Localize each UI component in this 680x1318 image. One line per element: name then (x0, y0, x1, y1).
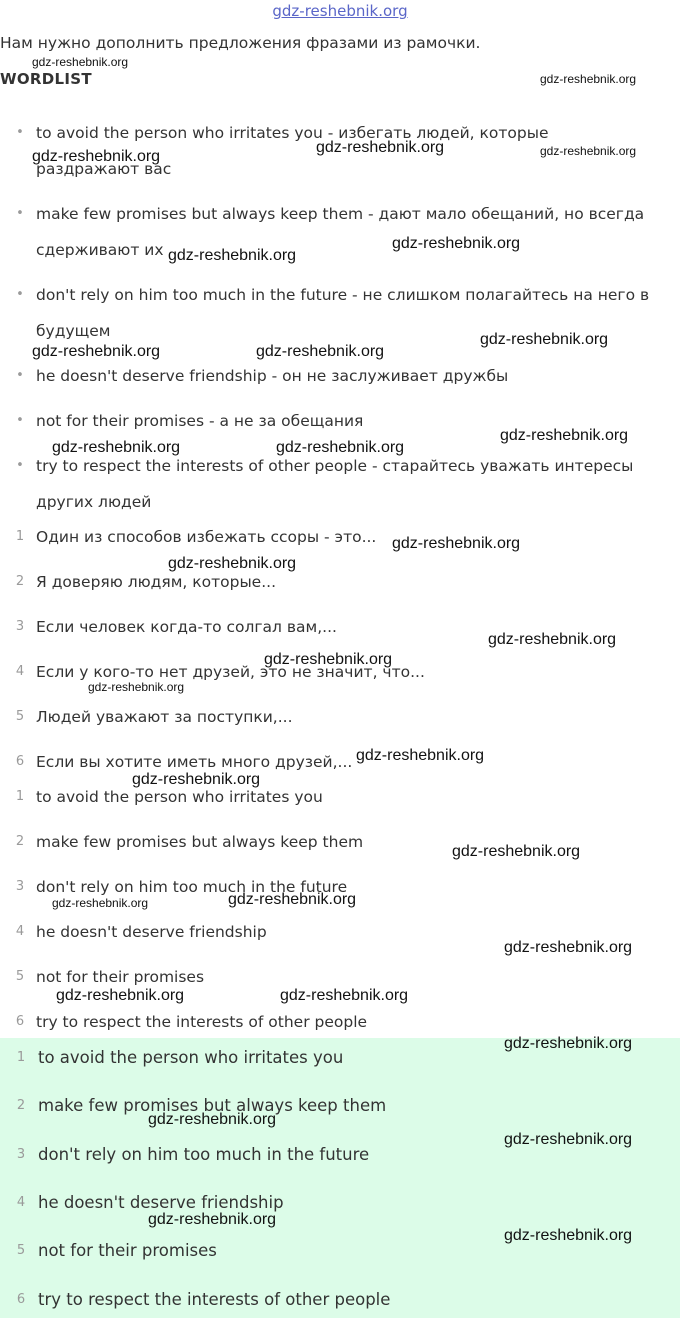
phrase-number: 1 (15, 789, 25, 804)
sentence-text: Если человек когда-то солгал вам,... (36, 618, 337, 636)
phrase-text: to avoid the person who irritates you (36, 788, 323, 806)
sentence-text: Людей уважают за поступки,... (36, 708, 293, 726)
watermark: gdz-reshebnik.org (256, 343, 385, 360)
watermark: gdz-reshebnik.org (264, 651, 393, 668)
answer-number: 5 (16, 1243, 26, 1258)
sentence-text: Если вы хотите иметь много друзей,... (36, 753, 353, 771)
wordlist-line: don't rely on him too much in the future - не слишком полагайтесь на него в (36, 286, 650, 304)
watermark: gdz-reshebnik.org (540, 72, 637, 86)
site-link[interactable]: gdz-reshebnik.org (272, 2, 408, 20)
wordlist-title: WORDLIST (0, 70, 92, 88)
watermark: gdz-reshebnik.org (452, 843, 581, 860)
sentence-number: 6 (15, 754, 25, 769)
answer-text: make few promises but always keep them (38, 1096, 387, 1115)
phrase-number: 6 (15, 1014, 25, 1029)
watermark: gdz-reshebnik.org (500, 427, 629, 444)
bullet-marker: • (16, 287, 24, 302)
watermark: gdz-reshebnik.org (32, 343, 161, 360)
intro-text: Нам нужно дополнить предложения фразами из рамочки. (0, 34, 481, 52)
watermark: gdz-reshebnik.org (488, 631, 617, 648)
wordlist-line: будущем (36, 322, 111, 340)
sentence-number: 1 (15, 529, 25, 544)
answer-number: 3 (16, 1147, 26, 1162)
phrase-text: try to respect the interests of other people (36, 1013, 368, 1031)
sentence-number: 2 (15, 574, 25, 589)
answer-box (0, 1038, 680, 1318)
bullet-marker: • (16, 413, 24, 428)
phrase-number: 3 (15, 879, 25, 894)
answer-number: 2 (16, 1098, 26, 1113)
watermark: gdz-reshebnik.org (132, 771, 261, 788)
watermark: gdz-reshebnik.org (168, 247, 297, 264)
watermark: gdz-reshebnik.org (356, 747, 485, 764)
watermark: gdz-reshebnik.org (56, 987, 185, 1004)
watermark: gdz-reshebnik.org (540, 144, 637, 158)
watermark: gdz-reshebnik.org (504, 1035, 633, 1052)
watermark: gdz-reshebnik.org (148, 1111, 277, 1128)
watermark: gdz-reshebnik.org (88, 680, 185, 694)
phrase-number: 4 (15, 924, 25, 939)
watermark: gdz-reshebnik.org (168, 555, 297, 572)
watermark: gdz-reshebnik.org (392, 535, 521, 552)
answer-text: not for their promises (38, 1241, 217, 1260)
phrase-text: not for their promises (36, 968, 205, 986)
wordlist-line: раздражают вас (36, 160, 172, 178)
answer-text: he doesn't deserve friendship (38, 1193, 284, 1212)
wordlist-line: try to respect the interests of other people - старайтесь уважать интересы (36, 457, 634, 475)
watermark: gdz-reshebnik.org (504, 939, 633, 956)
watermark: gdz-reshebnik.org (52, 439, 181, 456)
watermark: gdz-reshebnik.org (32, 55, 129, 69)
sentence-text: Один из способов избежать ссоры - это... (36, 528, 377, 546)
wordlist-line: других людей (36, 493, 152, 511)
phrase-text: he doesn't deserve friendship (36, 923, 267, 941)
sentence-number: 3 (15, 619, 25, 634)
bullet-marker: • (16, 206, 24, 221)
sentence-number: 5 (15, 709, 25, 724)
watermark: gdz-reshebnik.org (504, 1227, 633, 1244)
phrase-text: don't rely on him too much in the future (36, 878, 348, 896)
answer-text: don't rely on him too much in the future (38, 1145, 370, 1164)
answer-number: 6 (16, 1292, 26, 1307)
wordlist-line: make few promises but always keep them - дают мало обещаний, но всегда (36, 205, 645, 223)
watermark: gdz-reshebnik.org (504, 1131, 633, 1148)
answer-number: 4 (16, 1195, 26, 1210)
answer-number: 1 (16, 1050, 26, 1065)
watermark: gdz-reshebnik.org (280, 987, 409, 1004)
phrase-number: 2 (15, 834, 25, 849)
bullet-marker: • (16, 125, 24, 140)
bullet-marker: • (16, 368, 24, 383)
watermark: gdz-reshebnik.org (148, 1211, 277, 1228)
sentence-number: 4 (15, 664, 25, 679)
watermark: gdz-reshebnik.org (228, 891, 357, 908)
answer-text: try to respect the interests of other people (38, 1290, 391, 1309)
wordlist-line: not for their promises - а не за обещания (36, 412, 364, 430)
watermark: gdz-reshebnik.org (276, 439, 405, 456)
watermark: gdz-reshebnik.org (32, 148, 161, 165)
watermark: gdz-reshebnik.org (480, 331, 609, 348)
wordlist-line: to avoid the person who irritates you - избегать людей, которые (36, 124, 549, 142)
answer-text: to avoid the person who irritates you (38, 1048, 344, 1067)
watermark: gdz-reshebnik.org (52, 896, 149, 910)
watermark: gdz-reshebnik.org (392, 235, 521, 252)
sentence-text: Я доверяю людям, которые... (36, 573, 277, 591)
sentence-text: Если у кого-то нет друзей, это не значит, что... (36, 663, 425, 681)
bullet-marker: • (16, 458, 24, 473)
wordlist-line: сдерживают их (36, 241, 164, 259)
phrase-text: make few promises but always keep them (36, 833, 364, 851)
phrase-number: 5 (15, 969, 25, 984)
watermark: gdz-reshebnik.org (316, 139, 445, 156)
wordlist-line: he doesn't deserve friendship - он не заслуживает дружбы (36, 367, 509, 385)
